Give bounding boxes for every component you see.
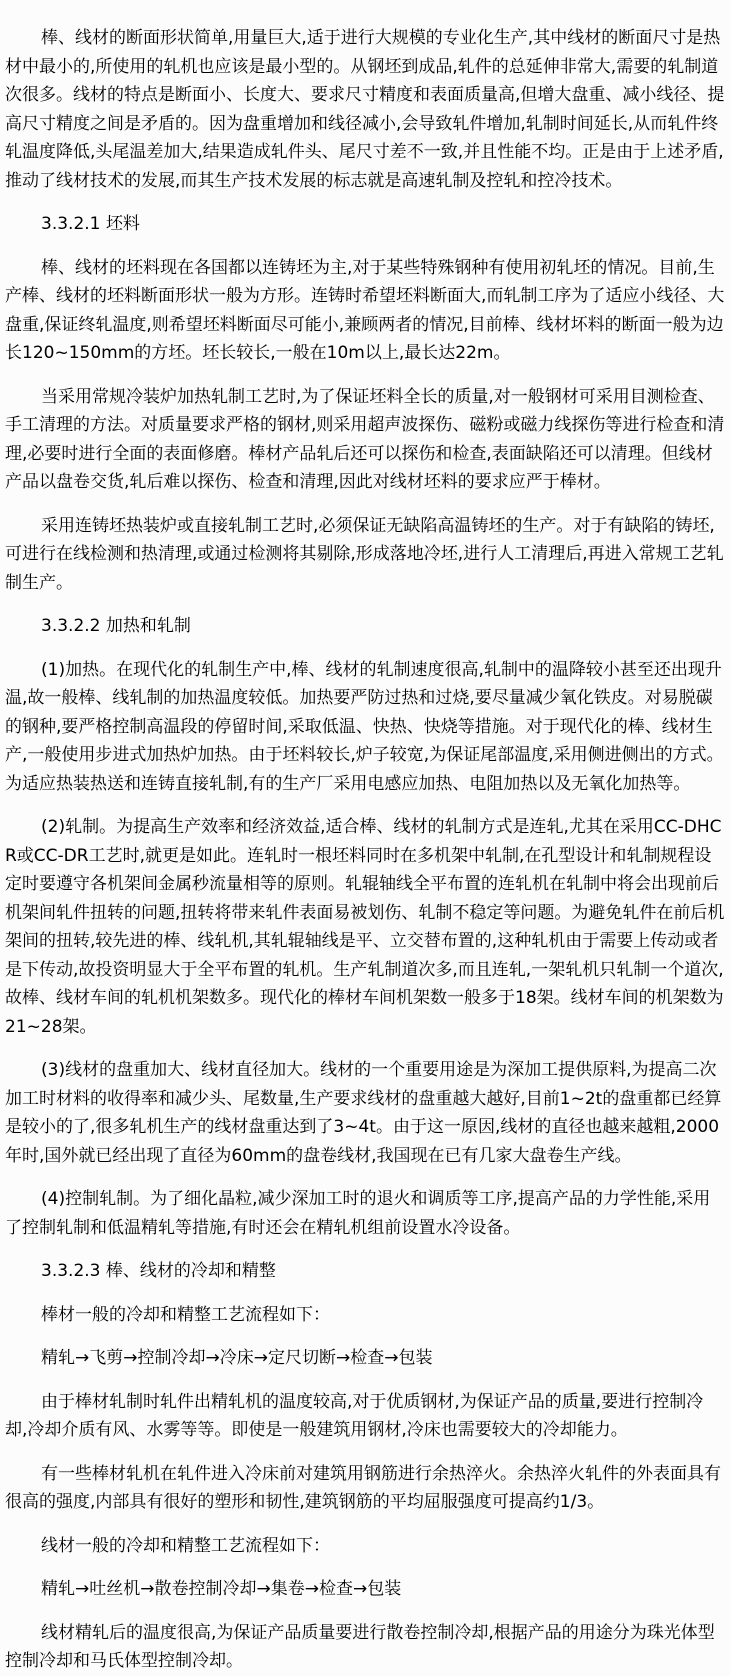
paragraph: 由于棒材轧制时轧件出精轧机的温度较高,对于优质钢材,为保证产品的质量,要进行控制冷却,冷却介质有风、水雾等等。即使是一般建筑用钢材,冷床也需要较大的冷却能力。 (5, 1391, 704, 1440)
paragraph: (3)线材的盘重加大、线材直径加大。线材的一个重要用途是为深加工提供原料,为提高二次加工时材料的收得率和减少头、尾数量,生产要求线材的盘重越大越好,目前1~2t的盘重都已经算是较小的了,很多轧机生产的线材盘重达到了3~4t。由于这一原因,线材的直径也越来越粗,2000年时,国外就已经出现了直径为60mm的盘卷线材,我国现在已有几家大盘卷生产线。 (5, 1060, 722, 1166)
process-flow: 精轧→飞剪→控制冷却→冷床→定尺切断→检查→包装 (41, 1348, 433, 1368)
paragraph: 棒材一般的冷却和精整工艺流程如下： (41, 1304, 330, 1325)
section-heading: 3.3.2.3 棒、线材的冷却和精整 (41, 1261, 276, 1281)
section-heading: 3.3.2.2 加热和轧制 (41, 616, 191, 636)
process-flow: 精轧→吐丝机→散卷控制冷却→集卷→检查→包装 (41, 1579, 402, 1599)
paragraph: 线材一般的冷却和精整工艺流程如下： (41, 1535, 330, 1556)
paragraph: 棒、线材的坯料现在各国都以连铸坯为主,对于某些特殊钢种有使用初轧坯的情况。目前,生产棒、线材的坯料断面形状一般为方形。连铸时希望坯料断面大,而轧制工序为了适应小线径、大盘重,保证终轧温度,则希望坯料断面尽可能小,兼顾两者的情况,目前棒、线材坏料的断面一般为边长120~150mm的方坯。坯长较长,一般在10m以上,最长达22m。 (5, 257, 725, 363)
section-heading: 3.3.2.1 坯料 (41, 214, 140, 234)
paragraph: (2)轧制。为提高生产效率和经济效益,适合棒、线材的轧制方式是连轧,尤其在采用CC-DHCR或CC-DR工艺时,就更是如此。连轧时一根坯料同时在多机架中轧制,在孔型设计和轧制规程设定时要遵守各机架间金属秒流量相等的原则。轧辊轴线全平布置的连轧机在轧制中将会出现前后机架间轧件扭转的问题,扭转将带来轧件表面易被划伤、轧制不稳定等问题。为避免轧件在前后机架间的扭转,较先进的棒、线轧机,其轧辊轴线是平、立交替布置的,这种轧机由于需要上传动或者是下传动,故投资明显大于全平布置的轧机。生产轧制道次多,而且连轧,一架轧机只轧制一个道次,故棒、线材车间的轧机机架数多。现代化的棒材车间机架数一般多于18架。线材车间的机架数为21~28架。 (5, 817, 725, 1037)
paragraph: 当采用常规冷装炉加热轧制工艺时,为了保证坯料全长的质量,对一般钢材可采用目测检查、手工清理的方法。对质量要求严格的钢材,则采用超声波探伤、磁粉或磁力线探伤等进行检查和清理,必要时进行全面的表面修磨。棒材产品轧后还可以探伤和检查,表面缺陷还可以清理。但线材产品以盘卷交货,轧后难以探伤、检查和清理,因此对线材坯料的要求应严于棒材。 (5, 386, 725, 492)
paragraph: 有一些棒材轧机在轧件进入冷床前对建筑用钢筋进行余热淬火。余热淬火轧件的外表面具有很高的强度,内部具有很好的塑形和韧性,建筑钢筋的平均屈服强度可提高约1/3。 (5, 1463, 721, 1512)
paragraph: 线材精轧后的温度很高,为保证产品质量要进行散卷控制冷却,根据产品的用途分为珠光体型控制冷却和马氏体型控制冷却。 (5, 1622, 715, 1671)
paragraph: (1)加热。在现代化的轧制生产中,棒、线材的轧制速度很高,轧制中的温降较小甚至还出现升温,故一般棒、线轧制的加热温度较低。加热要严防过热和过烧,要尽量减少氧化铁皮。对易脱碳的钢种,要严格控制高温段的停留时间,采取低温、快热、快烧等措施。对于现代化的棒、线材生产,一般使用步进式加热炉加热。由于坯料较长,炉子较宽,为保证尾部温度,采用侧进侧出的方式。为适应热装热送和连铸直接轧制,有的生产厂采用电感应加热、电阻加热以及无氧化加热等。 (5, 659, 724, 794)
paragraph: 棒、线材的断面形状简单,用量巨大,适于进行大规模的专业化生产,其中线材的断面尺寸是热材中最小的,所使用的轧机也应该是最小型的。从钢坯到成品,轧件的总延伸非常大,需要的轧制道次很多。线材的特点是断面小、长度大、要求尺寸精度和表面质量高,但增大盘重、减小线径、提高尺寸精度之间是矛盾的。因为盘重增加和线径减小,会导致轧件增加,轧制时间延长,从而轧件终轧温度降低,头尾温差加大,结果造成轧件头、尾尺寸差不一致,并且性能不均。正是由于上述矛盾,推动了线材技术的发展,而其生产技术发展的标志就是高速轧制及控轧和控冷技术。 (5, 28, 725, 191)
paragraph: (4)控制轧制。为了细化晶粒,减少深加工时的退火和调质等工序,提高产品的力学性能,采用了控制轧制和低温精轧等措施,有时还会在精轧机组前设置水冷设备。 (5, 1189, 711, 1238)
paragraph: 采用连铸坯热装炉或直接轧制工艺时,必须保证无缺陷高温铸坯的生产。对于有缺陷的铸坯,可进行在线检测和热清理,或通过检测将其剔除,形成落地冷坯,进行人工清理后,再进入常规工艺轧制生产。 (5, 515, 724, 593)
